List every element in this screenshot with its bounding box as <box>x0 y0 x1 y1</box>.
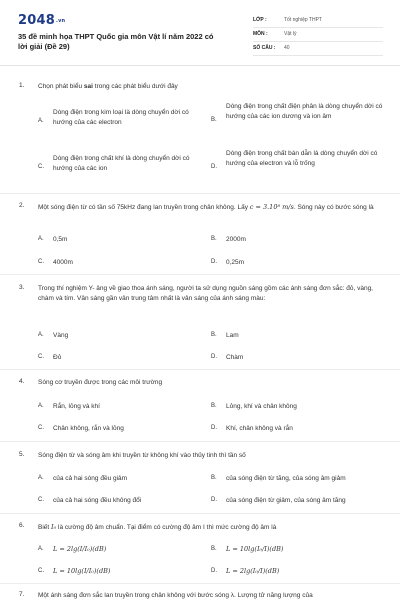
option-text: Dòng điện trong kim loại là dòng chuyển dời có hướng của các electron <box>53 109 189 126</box>
option-letter: D. <box>211 425 217 431</box>
option-letter: C. <box>38 259 44 265</box>
option-letter: A. <box>38 332 44 338</box>
divider <box>0 583 400 584</box>
question-number: 6. <box>19 522 25 529</box>
option-text: của sóng điện từ giảm, của sóng âm tăng <box>226 497 346 504</box>
option-text: 4000m <box>53 259 73 266</box>
question-number: 5. <box>19 451 25 458</box>
option-text: Lam <box>226 332 239 339</box>
meta-row-subject <box>253 28 383 42</box>
option-text: Dòng điện trong chất điện phân là dòng chuyển dời có hướng của các ion dương và ion âm <box>226 103 383 120</box>
option-letter: C. <box>38 497 44 503</box>
option-text: Đỏ <box>53 354 62 361</box>
meta-row-class <box>253 14 383 28</box>
question-text: Một ánh sáng đơn sắc lan truyền trong chân không với bước sóng λ. Lượng tử năng lượng của <box>38 592 313 599</box>
option-formula: L = 2lg(I/I₀)(dB) <box>53 545 107 553</box>
option-text: Vàng <box>53 332 69 339</box>
option-letter: C. <box>38 568 44 574</box>
option-text: 0,25m <box>226 259 245 266</box>
divider <box>0 513 400 514</box>
question-text: Trong thí nghiệm Y- âng về giao thoa ánh sáng, người ta sử dụng nguồn sáng gồm các ánh sáng đơn sắc: đỏ, vàng, chàm và tím. Vân sáng gần vân trung tâm nhất là vân sáng của ánh sáng màu: <box>38 285 373 302</box>
question-text-part: trong các phát biểu dưới đây <box>92 83 178 90</box>
option-letter: D. <box>211 568 217 574</box>
meta-label: LỚP : <box>253 17 267 23</box>
question-number: 4. <box>19 378 25 385</box>
option-formula: L = 2lg(I₀/I)(dB) <box>226 567 280 575</box>
logo-text: 2048 <box>18 13 55 28</box>
question-number: 1. <box>19 82 25 89</box>
option-formula: L = 10lg(I/I₀)(dB) <box>53 567 111 575</box>
question-number: 2. <box>19 202 25 209</box>
option-letter: B. <box>211 332 217 338</box>
option-text: Khí, chân không và rắn <box>226 425 293 432</box>
option-letter: C. <box>38 425 44 431</box>
question-text: Sóng cơ truyền được trong các môi trường <box>38 379 163 386</box>
question-number: 7. <box>19 591 25 598</box>
option-letter: B. <box>211 117 217 123</box>
option-text: của sóng điện từ tăng, của sóng âm giảm <box>226 475 346 482</box>
question-text-part: Chọn phát biểu <box>38 83 84 90</box>
question-text <box>38 82 378 92</box>
option-text: Chân không, rắn và lỏng <box>53 425 124 432</box>
question-text-part: Biết <box>38 524 52 531</box>
option-text: Lỏng, khí và chân không <box>226 403 297 410</box>
question-text: Sóng điện từ và sóng âm khi truyền từ không khí vào thủy tinh thì tần số <box>38 452 246 459</box>
option-letter: B. <box>211 236 217 242</box>
option-letter: A. <box>38 475 44 481</box>
option-text: Rắn, lỏng và khí <box>53 403 100 410</box>
option-letter: B. <box>211 403 217 409</box>
option-text: Chàm <box>226 354 244 361</box>
option-text: Dòng điện trong chất khí là dòng chuyển dời có hướng của các ion <box>53 155 190 172</box>
option-letter: B. <box>211 475 217 481</box>
question-text <box>38 522 378 533</box>
option-letter: D. <box>211 354 217 360</box>
option-formula: L = 10lg(I₀/I)(dB) <box>226 545 284 553</box>
document-title: 35 đề minh họa THPT Quốc gia môn Vật lí năm 2022 có lời giải (Đề 29) <box>18 32 214 51</box>
option-text: 2000m <box>226 236 246 243</box>
option-letter: D. <box>211 497 217 503</box>
divider <box>0 193 400 194</box>
option-text: Dòng điện trong chất bán dẫn là dòng chuyển dời có hướng của electron và lỗ trống <box>226 150 378 167</box>
option-text: của cả hai sóng đều không đổi <box>53 497 142 504</box>
question-text-part: . Sóng này có bước sóng là <box>293 204 374 211</box>
question-text-part: Một sóng điện từ có tần số 75kHz đang lan truyền trong chân không. Lấy <box>38 204 250 211</box>
question-number: 3. <box>19 284 25 291</box>
option-letter: C. <box>38 164 44 170</box>
meta-value: 40 <box>284 45 290 51</box>
meta-label: MÔN : <box>253 31 268 37</box>
site-logo[interactable] <box>18 13 65 28</box>
divider <box>0 369 400 370</box>
option-text: của cả hai sóng đều giảm <box>53 475 128 482</box>
meta-label: SỐ CÂU : <box>253 45 276 51</box>
option-letter: C. <box>38 354 44 360</box>
logo-suffix: .vn <box>55 17 66 24</box>
document-header <box>0 0 400 66</box>
question-emphasis: sai <box>83 83 93 90</box>
question-text <box>38 202 378 213</box>
option-letter: A. <box>38 118 44 124</box>
option-text: 0,5m <box>53 236 68 243</box>
option-letter: A. <box>38 403 44 409</box>
meta-row-count <box>253 42 383 56</box>
option-letter: D. <box>211 164 217 170</box>
divider <box>0 274 400 275</box>
option-letter: D. <box>211 259 217 265</box>
question-text-part: là cường độ âm chuẩn. Tại điểm có cường độ âm I thì mức cường độ âm là <box>56 524 277 531</box>
meta-value: Vật lý <box>284 31 297 37</box>
document-meta <box>253 14 383 56</box>
divider <box>0 441 400 442</box>
option-letter: A. <box>38 546 44 552</box>
math-expression: I₀ <box>51 523 57 531</box>
option-letter: B. <box>211 546 217 552</box>
meta-value: Tốt nghiệp THPT <box>284 17 322 23</box>
option-letter: A. <box>38 236 44 242</box>
math-expression: c = 3.10⁸ m/s <box>249 203 294 211</box>
